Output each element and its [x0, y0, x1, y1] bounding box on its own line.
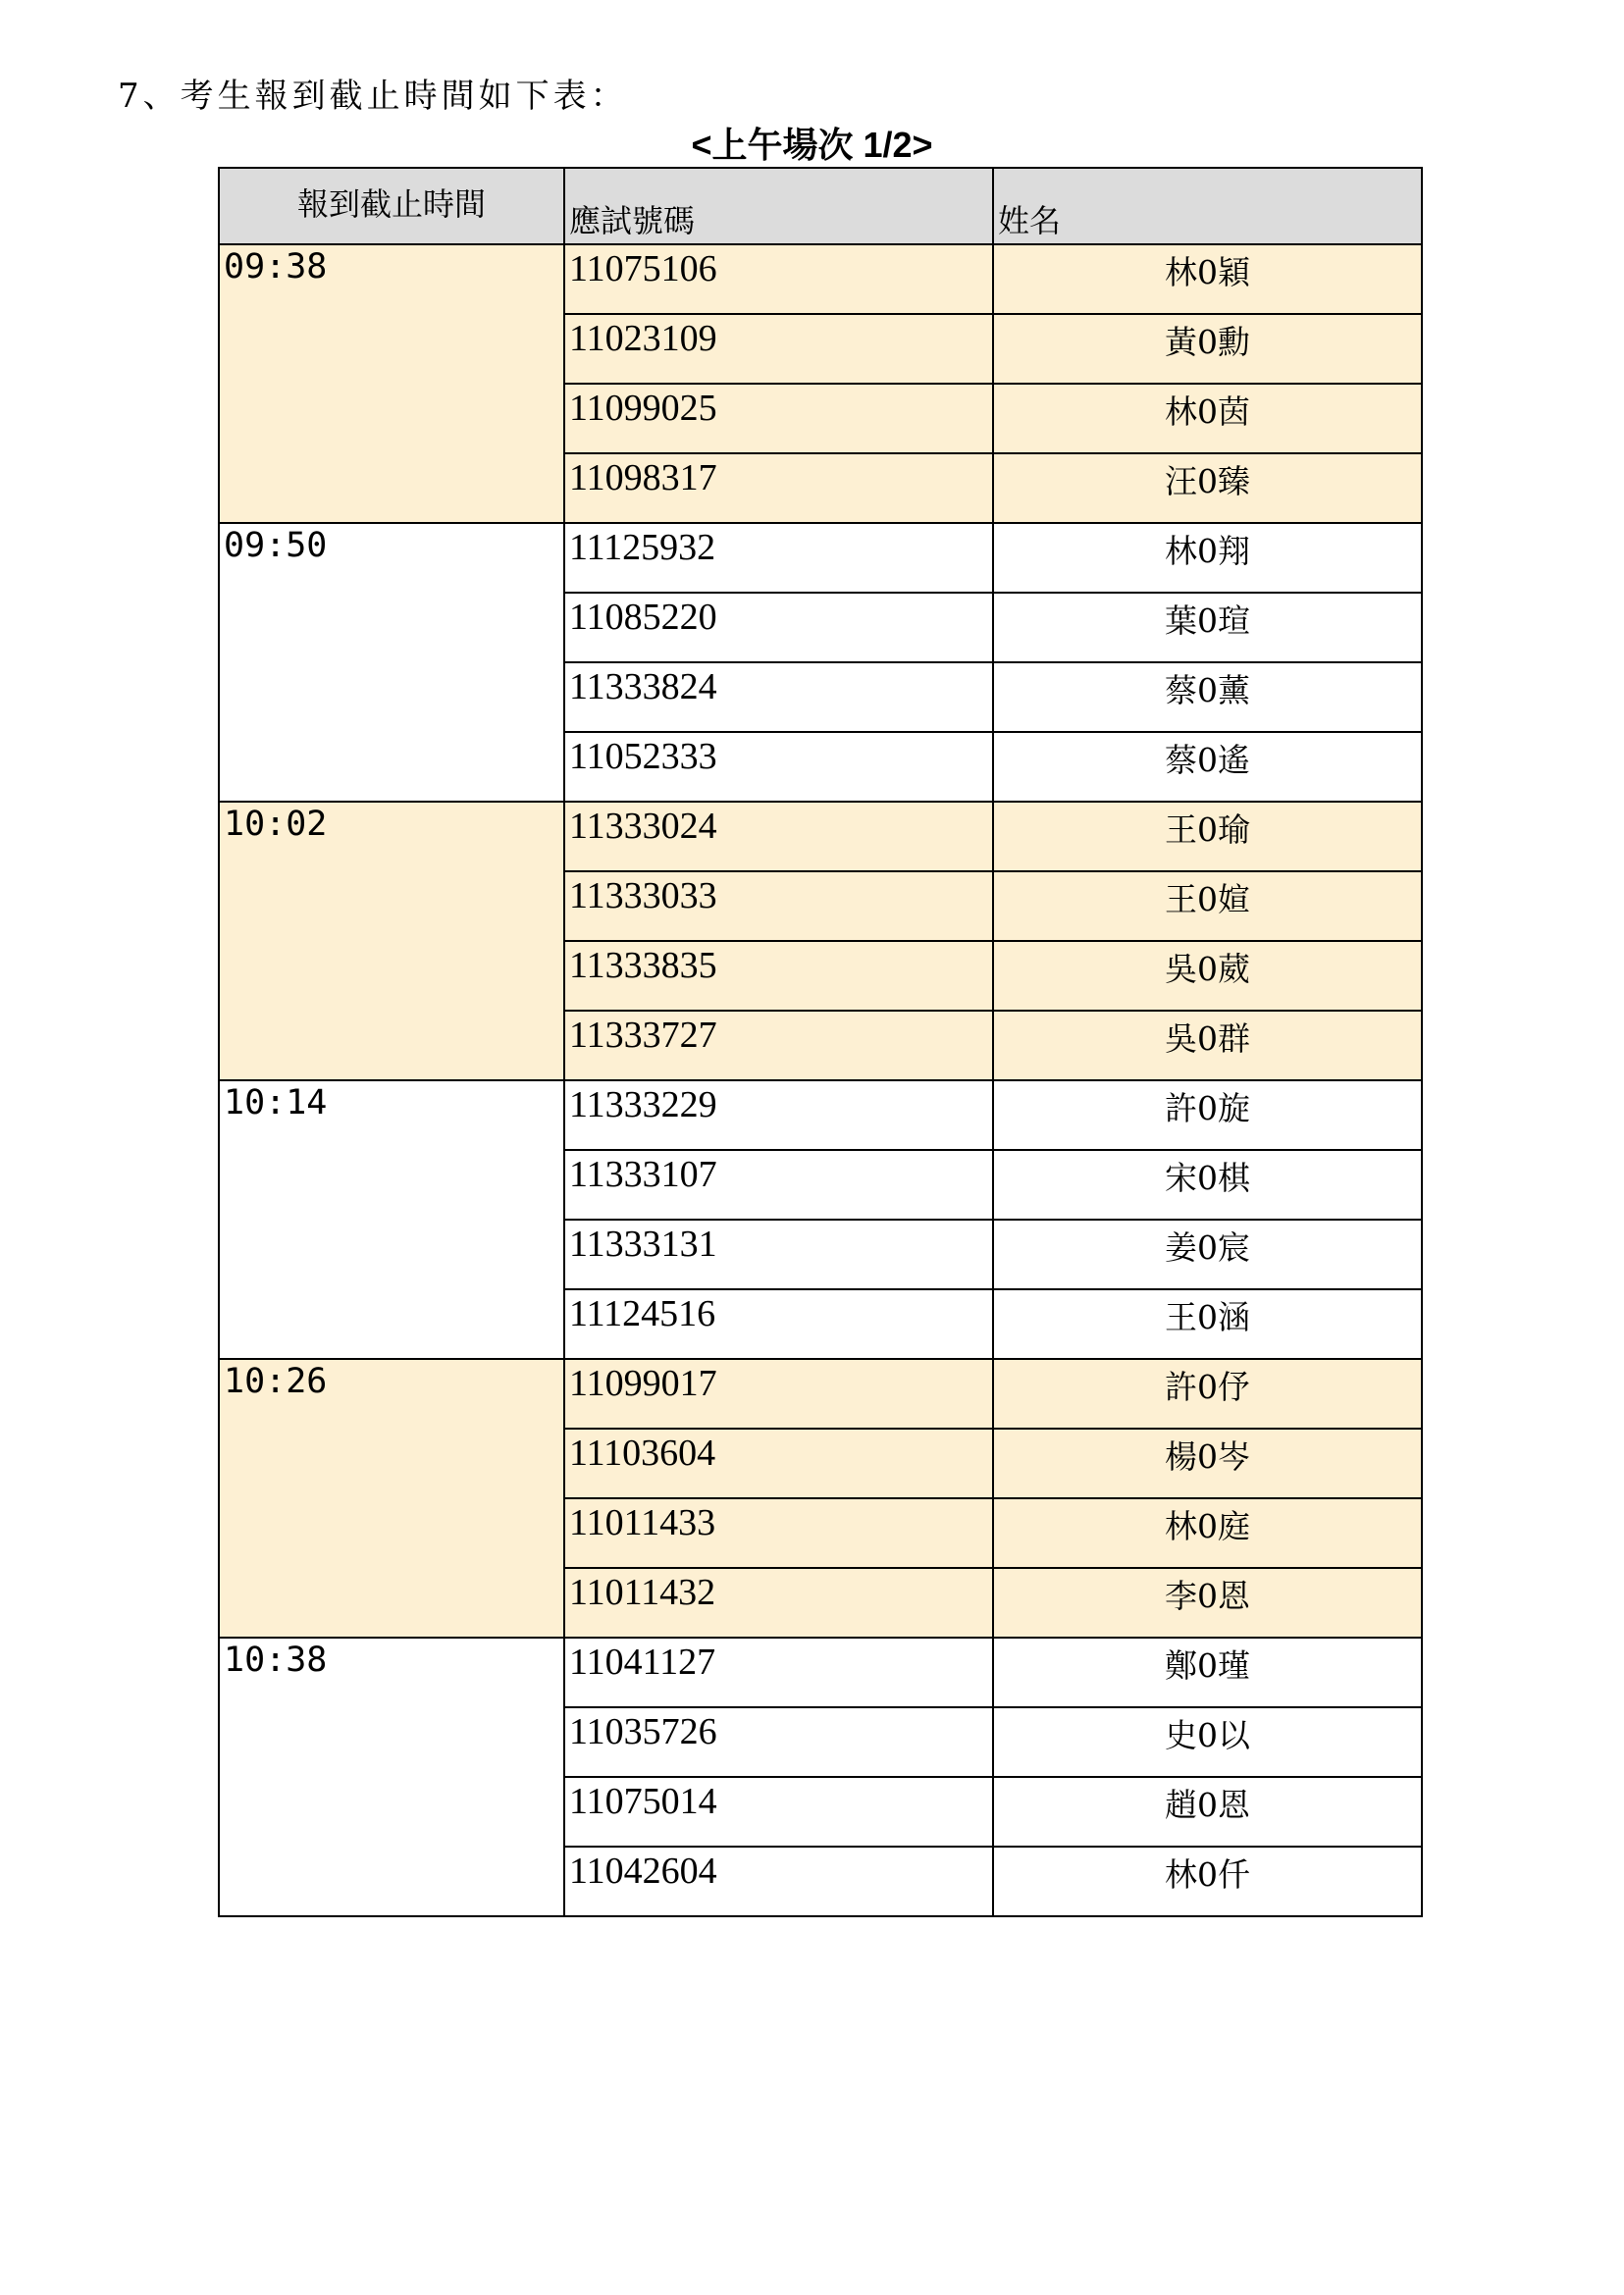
exam-number-cell: 11075014: [564, 1777, 993, 1847]
candidate-name-cell: 汪0臻: [993, 453, 1422, 523]
table-body: [219, 244, 1422, 1916]
candidate-name-cell: 林0穎: [993, 244, 1422, 314]
checkin-deadline-cell: 10:38: [219, 1638, 564, 1916]
candidate-name-cell: 王0涵: [993, 1289, 1422, 1359]
exam-number-cell: 11042604: [564, 1847, 993, 1916]
candidate-name-cell: 許0旋: [993, 1080, 1422, 1150]
exam-number-cell: 11052333: [564, 732, 993, 802]
candidate-name-cell: 王0媗: [993, 871, 1422, 941]
candidate-name-cell: 王0瑜: [993, 802, 1422, 871]
exam-number-cell: 11041127: [564, 1638, 993, 1707]
exam-number-cell: 11099017: [564, 1359, 993, 1429]
candidate-name-cell: 林0仟: [993, 1847, 1422, 1916]
exam-number-cell: 11011433: [564, 1498, 993, 1568]
candidate-name-cell: 吳0群: [993, 1011, 1422, 1080]
exam-number-cell: 11075106: [564, 244, 993, 314]
exam-number-cell: 11085220: [564, 593, 993, 662]
candidate-name-cell: 黃0勳: [993, 314, 1422, 384]
exam-number-cell: 11125932: [564, 523, 993, 593]
intro-text: 7、考生報到截止時間如下表：: [118, 77, 628, 116]
candidate-name-cell: 蔡0薰: [993, 662, 1422, 732]
exam-number-cell: 11103604: [564, 1429, 993, 1498]
candidate-name-cell: 鄭0瑾: [993, 1638, 1422, 1707]
table-caption: <上午場次 1/2>: [691, 125, 933, 165]
table-row: [219, 1080, 1422, 1150]
table-row: [219, 802, 1422, 871]
checkin-schedule-table: [218, 167, 1423, 1917]
exam-number-cell: 11035726: [564, 1707, 993, 1777]
candidate-name-cell: 趙0恩: [993, 1777, 1422, 1847]
exam-number-cell: 11333835: [564, 941, 993, 1011]
table-row: [219, 244, 1422, 314]
exam-number-cell: 11333131: [564, 1220, 993, 1289]
table-row: [219, 1638, 1422, 1707]
candidate-name-cell: 宋0棋: [993, 1150, 1422, 1220]
candidate-name-cell: 李0恩: [993, 1568, 1422, 1638]
candidate-name-cell: 史0以: [993, 1707, 1422, 1777]
candidate-name-cell: 許0伃: [993, 1359, 1422, 1429]
candidate-name-cell: 林0庭: [993, 1498, 1422, 1568]
header-exam-number: 應試號碼: [564, 168, 993, 244]
candidate-name-cell: 楊0岑: [993, 1429, 1422, 1498]
checkin-deadline-cell: 10:02: [219, 802, 564, 1080]
exam-number-cell: 11333107: [564, 1150, 993, 1220]
exam-number-cell: 11023109: [564, 314, 993, 384]
candidate-name-cell: 葉0瑄: [993, 593, 1422, 662]
exam-number-cell: 11333033: [564, 871, 993, 941]
exam-number-cell: 11333727: [564, 1011, 993, 1080]
candidate-name-cell: 蔡0遙: [993, 732, 1422, 802]
exam-number-cell: 11124516: [564, 1289, 993, 1359]
checkin-deadline-cell: 09:38: [219, 244, 564, 523]
candidate-name-cell: 林0翔: [993, 523, 1422, 593]
exam-number-cell: 11333024: [564, 802, 993, 871]
table-row: [219, 1359, 1422, 1429]
table-row: [219, 523, 1422, 593]
checkin-deadline-cell: 09:50: [219, 523, 564, 802]
exam-number-cell: 11098317: [564, 453, 993, 523]
header-name: 姓名: [993, 168, 1422, 244]
checkin-deadline-cell: 10:26: [219, 1359, 564, 1638]
checkin-deadline-cell: 10:14: [219, 1080, 564, 1359]
candidate-name-cell: 林0茵: [993, 384, 1422, 453]
candidate-name-cell: 吳0葳: [993, 941, 1422, 1011]
exam-number-cell: 11099025: [564, 384, 993, 453]
exam-number-cell: 11333824: [564, 662, 993, 732]
exam-number-cell: 11011432: [564, 1568, 993, 1638]
header-checkin-deadline: 報到截止時間: [219, 168, 564, 244]
exam-number-cell: 11333229: [564, 1080, 993, 1150]
table-header-row: [219, 168, 1422, 244]
candidate-name-cell: 姜0宸: [993, 1220, 1422, 1289]
